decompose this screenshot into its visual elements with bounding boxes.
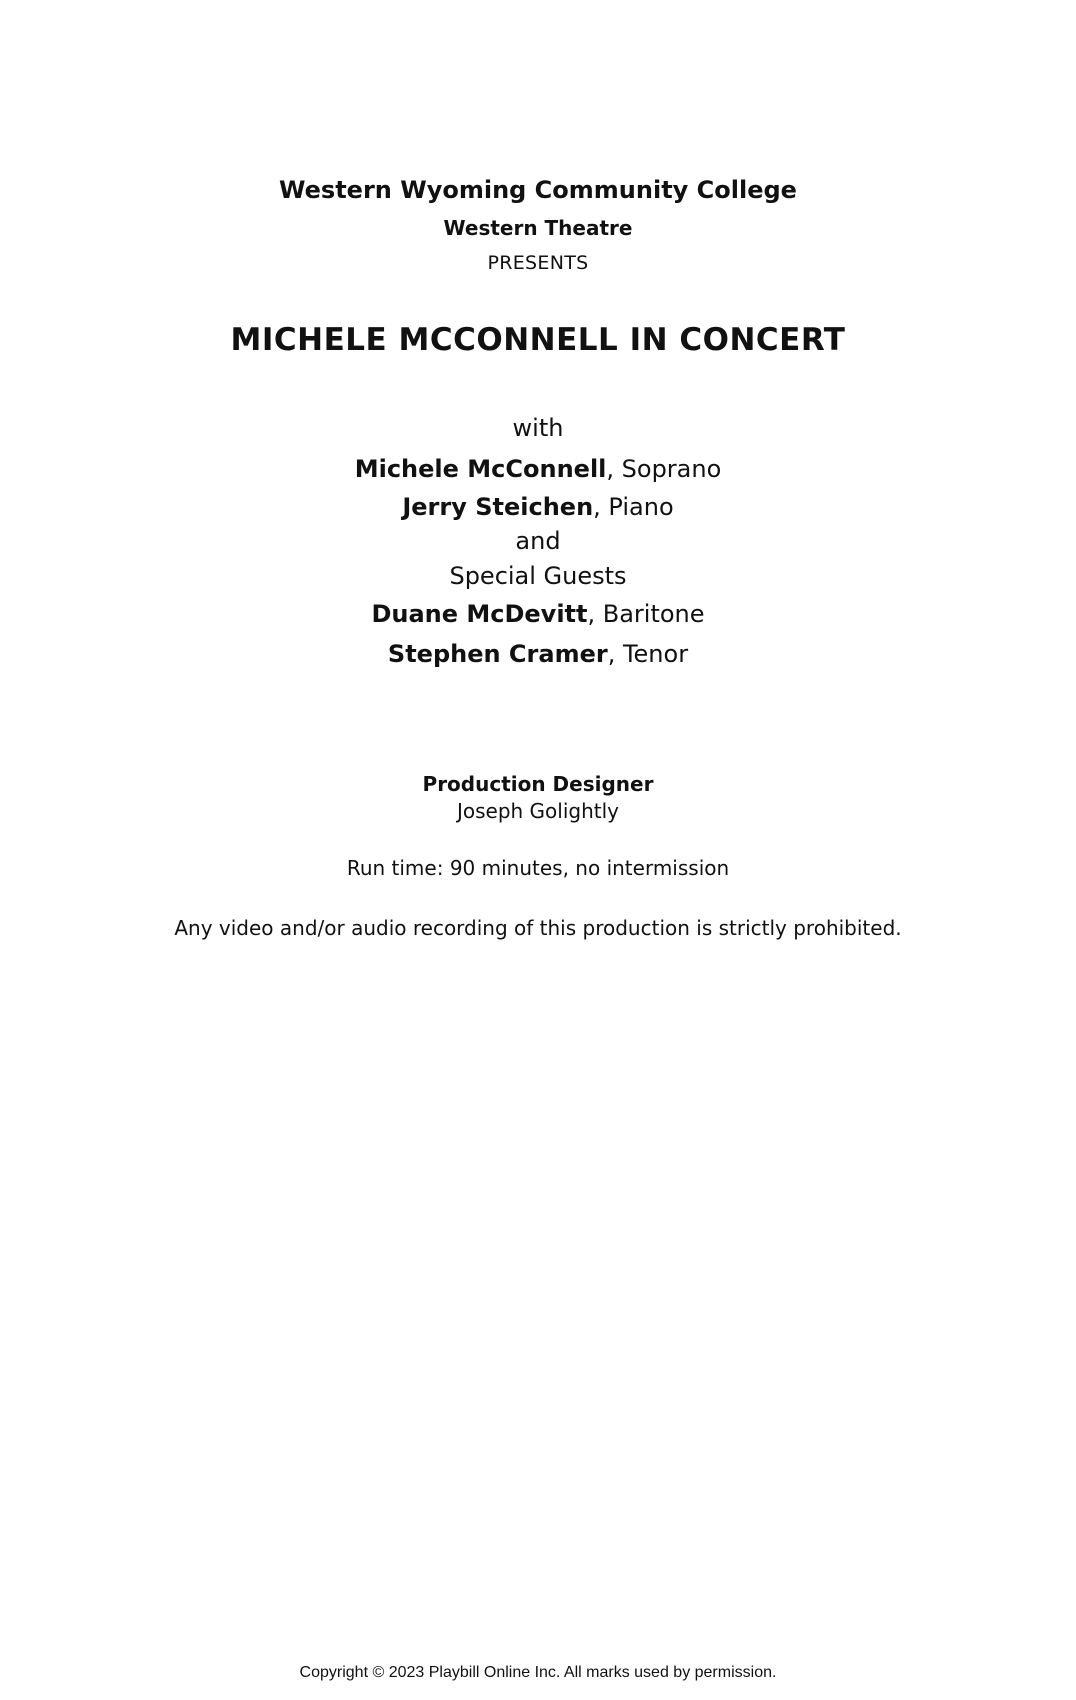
guest-line xyxy=(0,640,1076,668)
credit-role: Production Designer xyxy=(422,772,654,796)
college-name: Western Wyoming Community College xyxy=(279,176,797,204)
recording-notice: Any video and/or audio recording of this production is strictly prohibited. xyxy=(174,916,902,940)
presents-label: PRESENTS xyxy=(487,252,589,274)
guest-role: , Baritone xyxy=(587,600,705,628)
performer-name: Michele McConnell xyxy=(354,455,607,483)
show-title: MICHELE MCCONNELL IN CONCERT xyxy=(230,322,846,358)
performer-role: , Soprano xyxy=(606,455,722,483)
and-label: and xyxy=(515,527,561,555)
special-guests-label: Special Guests xyxy=(449,562,627,590)
run-time: Run time: 90 minutes, no intermission xyxy=(346,856,730,880)
guest-line xyxy=(0,600,1076,628)
performer-line xyxy=(0,455,1076,483)
performer-line xyxy=(0,493,1076,521)
performer-role: , Piano xyxy=(593,493,674,521)
guest-name: Duane McDevitt xyxy=(371,600,588,628)
guest-name: Stephen Cramer xyxy=(387,640,608,668)
credit-name: Joseph Golightly xyxy=(456,799,620,823)
guest-role: , Tenor xyxy=(607,640,689,668)
performer-name: Jerry Steichen xyxy=(402,493,594,521)
with-label: with xyxy=(512,414,564,442)
theatre-name: Western Theatre xyxy=(443,216,633,240)
copyright-footer: Copyright © 2023 Playbill Online Inc. All marks used by permission. xyxy=(299,1664,777,1681)
